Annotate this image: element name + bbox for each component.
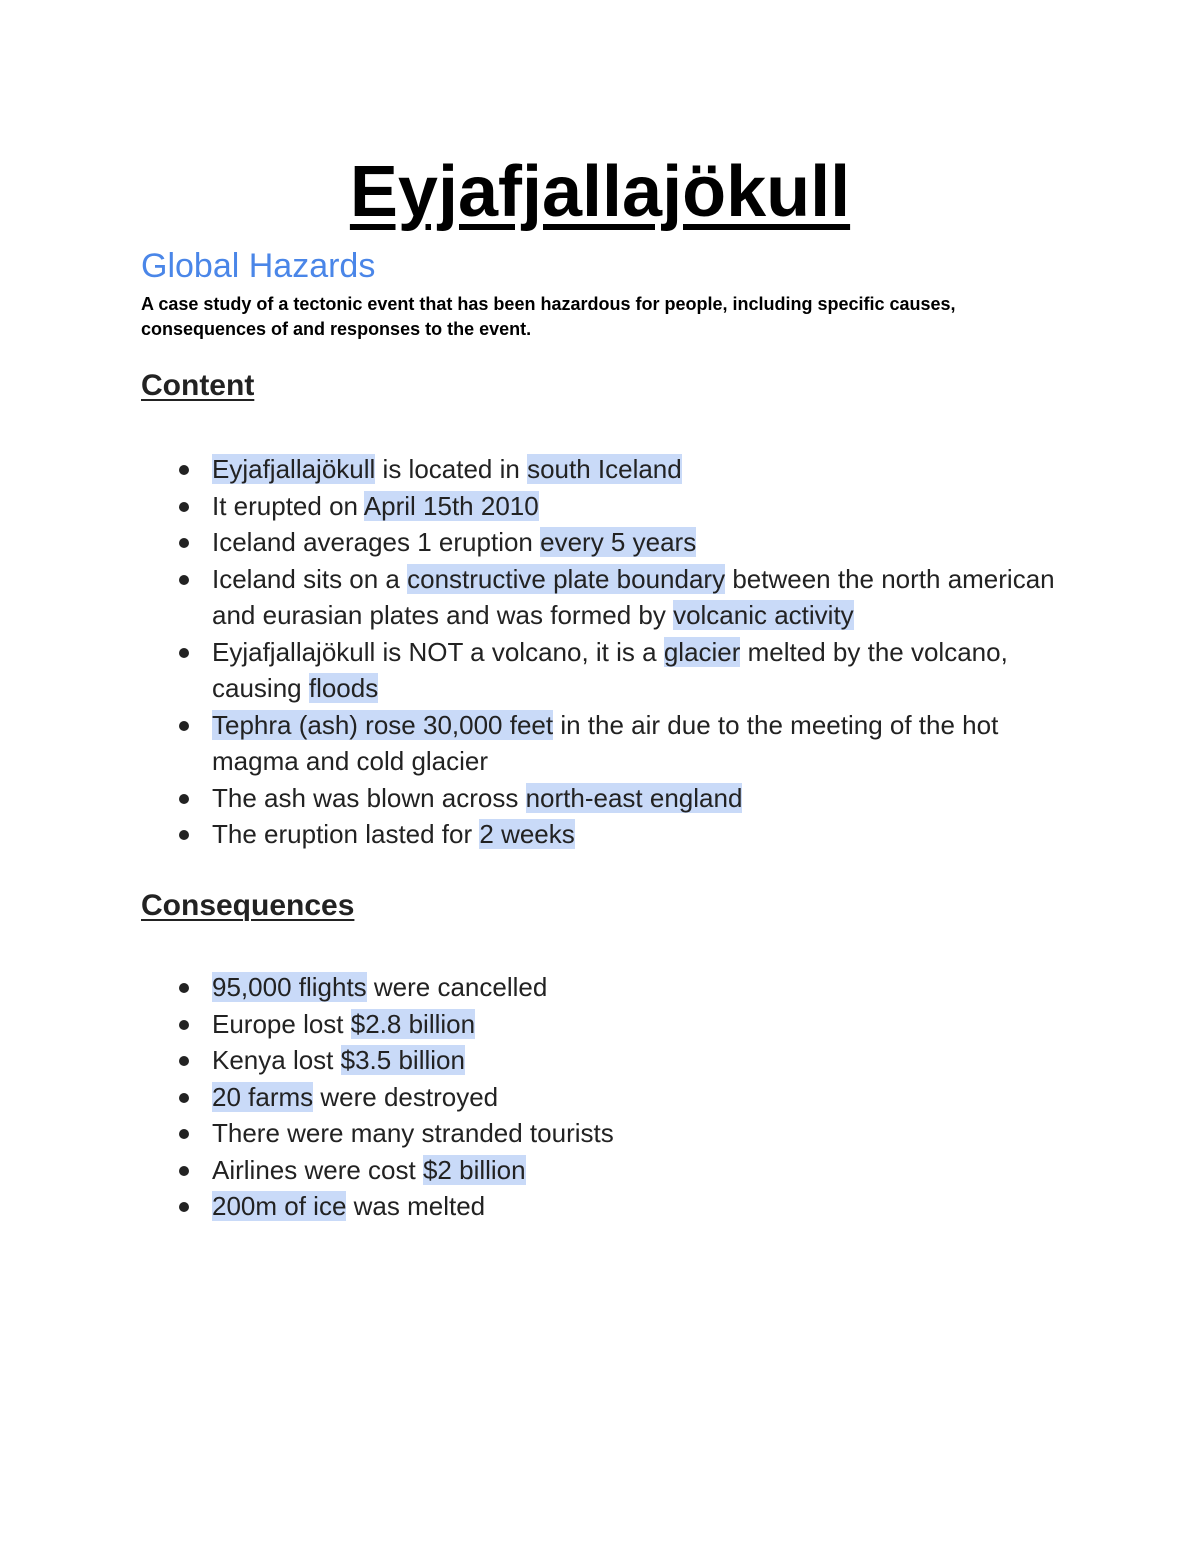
list-item: Europe lost $2.8 billion xyxy=(141,1006,1071,1043)
list-item: Iceland averages 1 eruption every 5 years xyxy=(141,524,1071,561)
list-item: There were many stranded tourists xyxy=(141,1115,1071,1152)
list-item: 200m of ice was melted xyxy=(141,1188,1071,1225)
list-item: Airlines were cost $2 billion xyxy=(141,1152,1071,1189)
list-item: Tephra (ash) rose 30,000 feet in the air due to the meeting of the hot magma and cold glacier xyxy=(141,707,1071,780)
list-item: Eyjafjallajökull is NOT a volcano, it is a glacier melted by the volcano, causing floods xyxy=(141,634,1071,707)
list-item: The eruption lasted for 2 weeks xyxy=(141,816,1071,853)
list-item: The ash was blown across north-east england xyxy=(141,780,1071,817)
list-item: Iceland sits on a constructive plate boundary between the north american and eurasian plates and was formed by volcanic activity xyxy=(141,561,1071,634)
content-heading: Content xyxy=(141,369,255,402)
list-item: Kenya lost $3.5 billion xyxy=(141,1042,1071,1079)
document-description: A case study of a tectonic event that has been hazardous for people, including specific causes, consequences of and responses to the event. xyxy=(141,294,956,339)
list-item: Eyjafjallajökull is located in south Iceland xyxy=(141,451,1071,488)
document-title: Eyjafjallajökull xyxy=(349,152,851,232)
consequences-heading: Consequences xyxy=(141,889,355,922)
list-item: 95,000 flights were cancelled xyxy=(141,969,1071,1006)
content-list xyxy=(141,451,1071,853)
list-item: 20 farms were destroyed xyxy=(141,1079,1071,1116)
list-item: It erupted on April 15th 2010 xyxy=(141,488,1071,525)
document-subtitle: Global Hazards xyxy=(141,247,376,285)
consequences-list xyxy=(141,969,1071,1225)
